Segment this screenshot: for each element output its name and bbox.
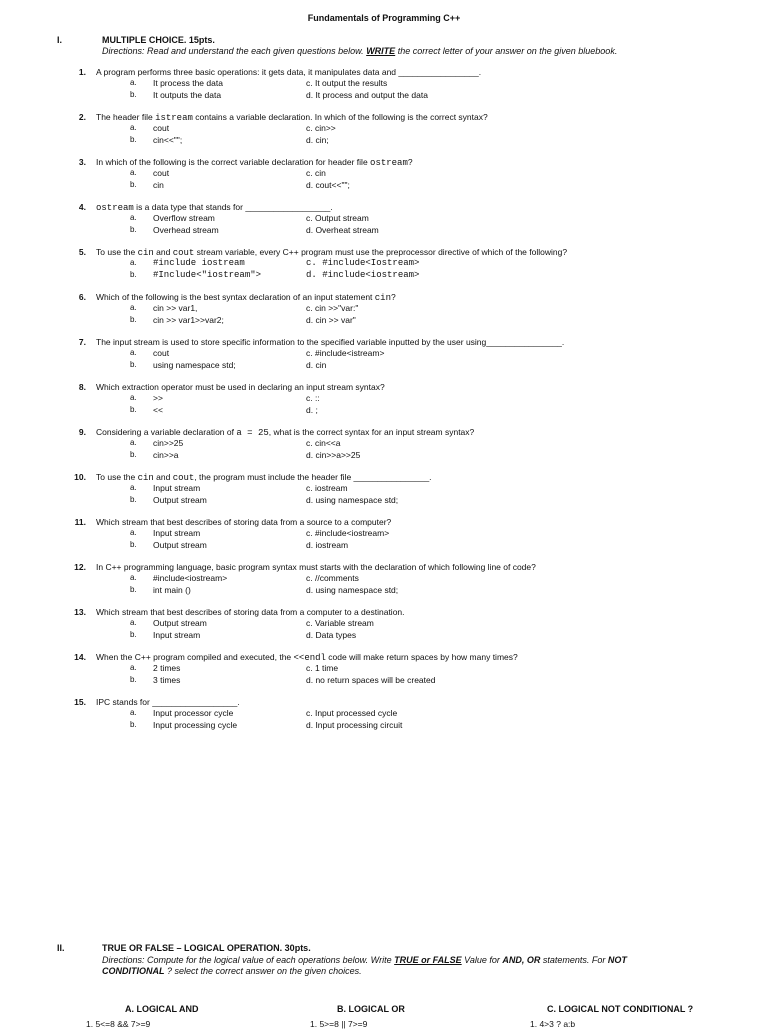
option-letter-a: a. xyxy=(130,663,137,672)
question-text-part: is a data type that stands for __________________. xyxy=(133,202,333,212)
question-number: 14. xyxy=(74,652,86,662)
question-text-part: Which stream that best describes of storing data from a computer to a destination. xyxy=(96,607,405,617)
option-b: cin xyxy=(153,180,164,190)
option-letter-a: a. xyxy=(130,213,137,222)
column-heading-and: A. LOGICAL AND xyxy=(125,1004,199,1014)
question-text xyxy=(96,202,333,213)
section-1-heading: MULTIPLE CHOICE. 15pts. xyxy=(102,35,215,45)
option-d: d. #include<iostream> xyxy=(306,270,420,280)
question-text xyxy=(96,67,481,77)
question-text-part: Which of the following is the best syntax declaration of an input statement xyxy=(96,292,375,302)
option-b: cin >> var1>>var2; xyxy=(153,315,224,325)
question-number: 7. xyxy=(78,337,86,347)
question-4 xyxy=(0,202,768,246)
option-b: Overhead stream xyxy=(153,225,219,235)
question-11 xyxy=(0,517,768,561)
option-c: c. :: xyxy=(306,393,320,403)
option-b: cin<<""; xyxy=(153,135,183,145)
option-a: cout xyxy=(153,123,170,133)
option-d: d. Overheat stream xyxy=(306,225,379,235)
question-text-part: In which of the following is the correct variable declaration for header file xyxy=(96,157,371,167)
question-3 xyxy=(0,157,768,201)
option-c: c. //comments xyxy=(306,573,359,583)
code-term: cin xyxy=(137,473,154,483)
section-1-numeral: I. xyxy=(57,35,63,45)
option-d: d. cout<<""; xyxy=(306,180,350,190)
question-text-part: Considering a variable declaration of xyxy=(96,427,237,437)
code-term: ostream xyxy=(370,158,408,168)
option-d: d. cin xyxy=(306,360,327,370)
option-letter-b: b. xyxy=(130,630,137,639)
code-term: a = 25 xyxy=(236,428,269,438)
question-number: 9. xyxy=(78,427,86,437)
section-2-directions: Directions: Compute for the logical value of each operations below. Write TRUE or FALSE Value for AND, OR statements. For NOT xyxy=(102,955,627,965)
option-b: Output stream xyxy=(153,540,207,550)
option-letter-a: a. xyxy=(130,78,137,87)
option-letter-b: b. xyxy=(130,360,137,369)
option-b: int main () xyxy=(153,585,191,595)
question-number: 10. xyxy=(74,472,86,482)
page-title: Fundamentals of Programming C++ xyxy=(307,13,461,23)
section-1-directions: Directions: Read and understand the each given questions below. WRITE the correct letter of your answer on the given bluebook. xyxy=(102,46,618,56)
option-letter-a: a. xyxy=(130,348,137,357)
option-b: #Include<"iostream"> xyxy=(153,270,262,280)
question-text-part: IPC stands for __________________. xyxy=(96,697,240,707)
question-text-part: A program performs three basic operations: it gets data, it manipulates data and _________________. xyxy=(96,67,482,77)
option-letter-a: a. xyxy=(130,618,137,627)
question-8 xyxy=(0,382,768,426)
question-text-part: ? xyxy=(407,157,413,167)
option-d: d. cin >> var" xyxy=(306,315,356,325)
question-number: 1. xyxy=(78,67,86,77)
option-a: cin>>25 xyxy=(153,438,184,448)
question-text-part: and xyxy=(153,472,173,482)
option-d: d. Input processing circuit xyxy=(306,720,403,730)
logical-or-item: 1. 5>=8 || 7>=9 xyxy=(310,1019,368,1029)
section-2-heading: TRUE OR FALSE – LOGICAL OPERATION. 30pts. xyxy=(102,943,311,953)
question-text xyxy=(96,112,488,123)
option-a: >> xyxy=(153,393,163,403)
option-b: << xyxy=(153,405,163,415)
code-term: cin xyxy=(374,293,391,303)
option-c: c. #include<iostream> xyxy=(306,528,390,538)
question-text-part: In C++ programming language, basic program syntax must starts with the declaration of which following line of code? xyxy=(96,562,536,572)
option-c: c. #include<istream> xyxy=(306,348,385,358)
question-text xyxy=(96,472,432,483)
option-a: #include iostream xyxy=(153,258,245,268)
option-letter-b: b. xyxy=(130,540,137,549)
option-a: #include<iostream> xyxy=(153,573,228,583)
question-number: 5. xyxy=(78,247,86,257)
option-b: Input stream xyxy=(153,630,201,640)
question-12 xyxy=(0,562,768,606)
option-letter-b: b. xyxy=(130,585,137,594)
option-c: c. It output the results xyxy=(306,78,388,88)
option-a: 2 times xyxy=(153,663,181,673)
question-text-part: To use the xyxy=(96,247,138,257)
question-text xyxy=(96,292,396,303)
question-14 xyxy=(0,652,768,696)
question-text-part: When the C++ program compiled and executed, the xyxy=(96,652,294,662)
column-heading-not: C. LOGICAL NOT CONDITIONAL ? xyxy=(547,1004,694,1014)
question-text xyxy=(96,562,536,572)
option-c: c. cin >>"var:" xyxy=(306,303,359,313)
logical-and-item: 1. 5<=8 && 7>=9 xyxy=(86,1019,151,1029)
option-letter-b: b. xyxy=(130,270,137,279)
question-text-part: Which extraction operator must be used in declaring an input stream syntax? xyxy=(96,382,385,392)
option-a: Input stream xyxy=(153,528,201,538)
option-d: d. cin; xyxy=(306,135,329,145)
question-number: 4. xyxy=(78,202,86,212)
question-text xyxy=(96,247,567,258)
option-letter-a: a. xyxy=(130,393,137,402)
question-text-part: , what is the correct syntax for an input stream syntax? xyxy=(268,427,475,437)
column-heading-or: B. LOGICAL OR xyxy=(337,1004,405,1014)
option-letter-b: b. xyxy=(130,675,137,684)
option-letter-a: a. xyxy=(130,573,137,582)
option-d: d. using namespace std; xyxy=(306,495,399,505)
question-text xyxy=(96,427,474,438)
question-number: 12. xyxy=(74,562,86,572)
code-term: ostream xyxy=(96,203,134,213)
question-text-part: ? xyxy=(390,292,396,302)
question-text-part: stream variable, every C++ program must use the preprocessor directive of which of the following? xyxy=(194,247,568,257)
question-text-part: To use the xyxy=(96,472,138,482)
option-letter-b: b. xyxy=(130,90,137,99)
option-letter-a: a. xyxy=(130,258,137,267)
option-a: Overflow stream xyxy=(153,213,215,223)
option-letter-b: b. xyxy=(130,135,137,144)
option-c: c. #include<Iostream> xyxy=(306,258,420,268)
code-term: <<endl xyxy=(293,653,326,663)
option-a: It process the data xyxy=(153,78,223,88)
question-number: 6. xyxy=(78,292,86,302)
question-text xyxy=(96,607,405,617)
option-letter-b: b. xyxy=(130,225,137,234)
option-b: It outputs the data xyxy=(153,90,222,100)
code-term: cin xyxy=(137,248,154,258)
option-b: cin>>a xyxy=(153,450,179,460)
option-letter-b: b. xyxy=(130,495,137,504)
question-text xyxy=(96,652,518,663)
option-d: d. ; xyxy=(306,405,318,415)
section-2-numeral: II. xyxy=(57,943,65,953)
option-c: c. Variable stream xyxy=(306,618,374,628)
question-text-part: Which stream that best describes of storing data from a source to a computer? xyxy=(96,517,392,527)
option-letter-b: b. xyxy=(130,180,137,189)
option-letter-a: a. xyxy=(130,708,137,717)
question-text xyxy=(96,337,564,347)
question-number: 3. xyxy=(78,157,86,167)
question-text-part: The input stream is used to store specific information to the specified variable inputted by the user using________________. xyxy=(96,337,565,347)
option-letter-a: a. xyxy=(130,528,137,537)
question-9 xyxy=(0,427,768,471)
option-letter-b: b. xyxy=(130,405,137,414)
question-7 xyxy=(0,337,768,381)
option-d: d. using namespace std; xyxy=(306,585,399,595)
option-d: d. Data types xyxy=(306,630,357,640)
option-c: c. cin>> xyxy=(306,123,336,133)
option-a: cout xyxy=(153,168,170,178)
option-d: d. It process and output the data xyxy=(306,90,428,100)
option-letter-a: a. xyxy=(130,438,137,447)
option-c: c. cin<<a xyxy=(306,438,341,448)
question-text-part: The header file xyxy=(96,112,156,122)
question-10 xyxy=(0,472,768,516)
section-2-directions-line2: CONDITIONAL ? select the correct answer on the given choices. xyxy=(102,966,362,976)
question-number: 2. xyxy=(78,112,86,122)
question-number: 13. xyxy=(74,607,86,617)
option-letter-b: b. xyxy=(130,450,137,459)
option-a: cout xyxy=(153,348,170,358)
question-text-part: , the program must include the header file ________________. xyxy=(194,472,432,482)
question-1 xyxy=(0,67,768,111)
option-c: c. 1 time xyxy=(306,663,339,673)
option-a: Input processor cycle xyxy=(153,708,234,718)
question-number: 11. xyxy=(74,517,86,527)
option-letter-a: a. xyxy=(130,123,137,132)
option-c: c. Input processed cycle xyxy=(306,708,398,718)
code-term: cout xyxy=(172,473,195,483)
question-13 xyxy=(0,607,768,651)
option-b: using namespace std; xyxy=(153,360,236,370)
option-letter-a: a. xyxy=(130,168,137,177)
option-d: d. iostream xyxy=(306,540,349,550)
option-b: Input processing cycle xyxy=(153,720,238,730)
option-c: c. Output stream xyxy=(306,213,369,223)
question-text xyxy=(96,517,391,527)
option-letter-b: b. xyxy=(130,315,137,324)
question-text-part: code will make return spaces by how many times? xyxy=(325,652,518,662)
question-6 xyxy=(0,292,768,336)
option-letter-b: b. xyxy=(130,720,137,729)
option-letter-a: a. xyxy=(130,483,137,492)
option-d: d. no return spaces will be created xyxy=(306,675,436,685)
option-b: Output stream xyxy=(153,495,207,505)
logical-not-item: 1. 4>3 ? a:b xyxy=(530,1019,576,1029)
option-letter-a: a. xyxy=(130,303,137,312)
question-text-part: and xyxy=(153,247,173,257)
code-term: cout xyxy=(172,248,195,258)
question-number: 15. xyxy=(74,697,86,707)
option-a: Output stream xyxy=(153,618,207,628)
question-number: 8. xyxy=(78,382,86,392)
question-text xyxy=(96,157,413,168)
option-c: c. cin xyxy=(306,168,326,178)
option-d: d. cin>>a>>25 xyxy=(306,450,361,460)
option-a: cin >> var1, xyxy=(153,303,198,313)
question-5 xyxy=(0,247,768,291)
option-c: c. iostream xyxy=(306,483,348,493)
option-a: Input stream xyxy=(153,483,201,493)
question-text-part: contains a variable declaration. In which of the following is the correct syntax? xyxy=(192,112,488,122)
question-text xyxy=(96,382,385,392)
question-2 xyxy=(0,112,768,156)
question-15 xyxy=(0,697,768,741)
question-text xyxy=(96,697,240,707)
code-term: istream xyxy=(155,113,193,123)
option-b: 3 times xyxy=(153,675,181,685)
